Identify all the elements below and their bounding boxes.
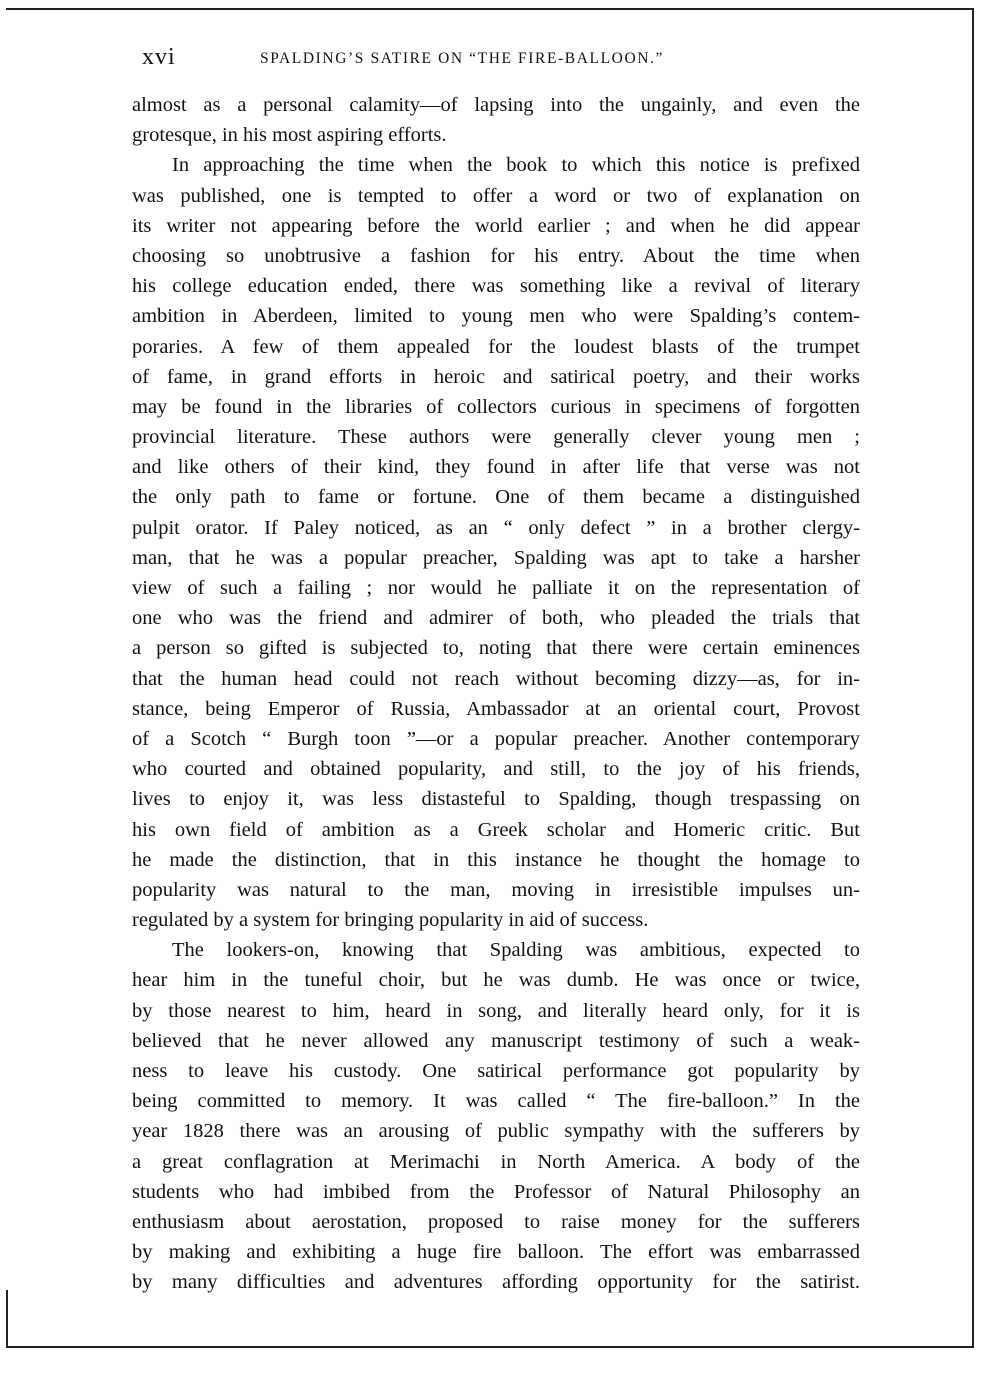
paragraph-first-line: In approaching the time when the book to which this notice is prefixed (172, 154, 860, 177)
page-border-bottom (6, 1346, 974, 1348)
text-line: hear him in the tuneful choir, but he was dumb. He was once or twice, (132, 969, 860, 992)
text-line: his college education ended, there was something like a revival of literary (132, 275, 860, 298)
text-line: being committed to memory. It was called “ The fire-balloon.” In the (132, 1090, 860, 1113)
page-border-top (6, 8, 974, 10)
text-line: believed that he never allowed any manuscript testimony of such a weak- (132, 1029, 860, 1052)
page-number: xvi (142, 44, 176, 70)
text-line: man, that he was a popular preacher, Spalding was apt to take a harsher (132, 546, 860, 569)
text-line: of a Scotch “ Burgh toon ”—or a popular preacher. Another contemporary (132, 727, 860, 750)
text-line: regulated by a system for bringing popularity in aid of success. (132, 909, 649, 932)
text-line: provincial literature. These authors were generally clever young men ; (132, 426, 860, 449)
body-text (132, 90, 860, 1298)
text-line: view of such a failing ; nor would he palliate it on the representation of (132, 577, 860, 599)
page-header (142, 44, 862, 80)
text-line: ambition in Aberdeen, limited to young men who were Spalding’s contem- (132, 305, 860, 328)
text-line: may be found in the libraries of collectors curious in specimens of forgotten (132, 395, 860, 418)
text-line: by those nearest to him, heard in song, and literally heard only, for it is (132, 999, 860, 1022)
text-line: a great conflagration at Merimachi in North America. A body of the (132, 1150, 860, 1173)
text-line: enthusiasm about aerostation, proposed to raise money for the sufferers (132, 1210, 860, 1233)
text-line: students who had imbibed from the Professor of Natural Philosophy an (132, 1180, 860, 1203)
text-line: grotesque, in his most aspiring efforts. (132, 124, 447, 147)
text-line: by making and exhibiting a huge fire balloon. The effort was embarrassed (132, 1241, 860, 1264)
text-line: he made the distinction, that in this instance he thought the homage to (132, 848, 860, 871)
text-line: one who was the friend and admirer of both, who pleaded the trials that (132, 607, 860, 630)
text-line: ness to leave his custody. One satirical performance got popularity by (132, 1060, 860, 1082)
text-line: the only path to fame or fortune. One of them became a distinguished (132, 486, 860, 509)
text-line: by many difficulties and adventures affording opportunity for the satirist. (132, 1271, 860, 1294)
text-line: and like others of their kind, they found in after life that verse was not (132, 456, 860, 479)
page-border-left (6, 1290, 8, 1348)
text-line: of fame, in grand efforts in heroic and satirical poetry, and their works (132, 365, 860, 388)
text-line: was published, one is tempted to offer a word or two of explanation on (132, 184, 860, 207)
text-line: that the human head could not reach without becoming dizzy—as, for in- (132, 667, 860, 690)
text-line: popularity was natural to the man, moving in irresistible impulses un- (132, 878, 860, 901)
text-line: poraries. A few of them appealed for the loudest blasts of the trumpet (132, 335, 860, 358)
page-border-right (972, 8, 974, 1348)
text-line: lives to enjoy it, was less distasteful to Spalding, though trespassing on (132, 788, 860, 811)
text-line: a person so gifted is subjected to, noting that there were certain eminences (132, 637, 860, 660)
text-line: pulpit orator. If Paley noticed, as an “ only defect ” in a brother clergy- (132, 516, 860, 539)
text-line: who courted and obtained popularity, and still, to the joy of his friends, (132, 758, 860, 781)
text-line: its writer not appearing before the world earlier ; and when he did appear (132, 214, 860, 237)
text-line: stance, being Emperor of Russia, Ambassador at an oriental court, Provost (132, 697, 860, 720)
running-title: SPALDING’S SATIRE ON “THE FIRE-BALLOON.” (260, 50, 664, 67)
text-line: his own field of ambition as a Greek scholar and Homeric critic. But (132, 818, 860, 841)
text-line: almost as a personal calamity—of lapsing into the ungainly, and even the (132, 94, 860, 116)
text-line: choosing so unobtrusive a fashion for his entry. About the time when (132, 244, 860, 267)
text-line: year 1828 there was an arousing of public sympathy with the sufferers by (132, 1120, 860, 1143)
paragraph-first-line: The lookers-on, knowing that Spalding was ambitious, expected to (172, 939, 860, 962)
